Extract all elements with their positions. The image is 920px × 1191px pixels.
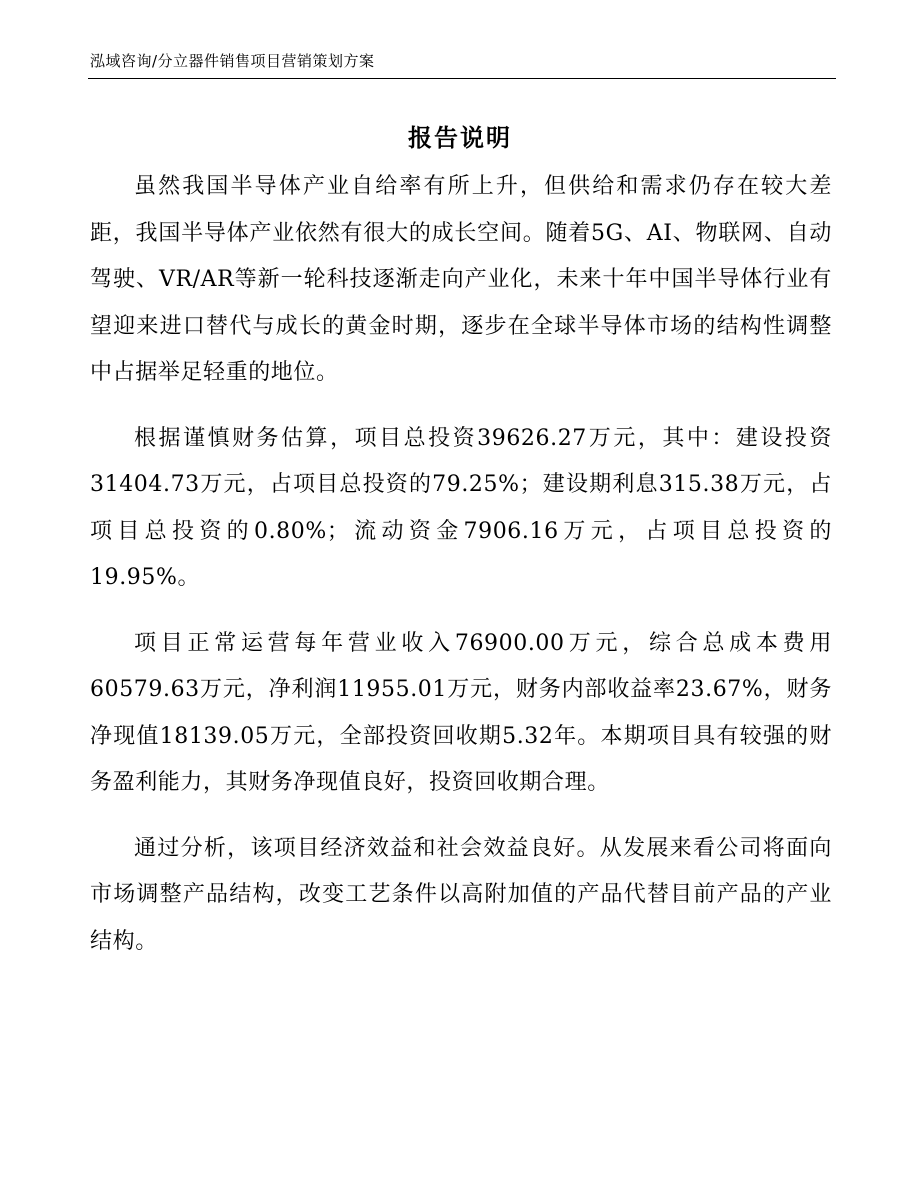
paragraph-conclusion: 通过分析，该项目经济效益和社会效益良好。从发展来看公司将面向市场调整产品结构，改变工艺条件以高附加值的产品代替目前产品的产业结构。	[90, 835, 832, 954]
running-header: 泓域咨询/分立器件销售项目营销策划方案	[90, 52, 375, 70]
paragraph-investment-estimate: 根据谨慎财务估算，项目总投资39626.27万元，其中：建设投资31404.73万元，占项目总投资的79.25%；建设期利息315.38万元，占项目总投资的0.80%；流动资金7906.16万元，占项目总投资的19.95%。	[90, 425, 832, 590]
document-title: 报告说明	[408, 124, 512, 152]
header-divider	[88, 78, 836, 79]
document-body	[90, 164, 832, 984]
paragraph-industry-background: 虽然我国半导体产业自给率有所上升，但供给和需求仍存在较大差距，我国半导体产业依然有很大的成长空间。随着5G、AI、物联网、自动驾驶、VR/AR等新一轮科技逐渐走向产业化，未来十年中国半导体行业有望迎来进口替代与成长的黄金时期，逐步在全球半导体市场的结构性调整中占据举足轻重的地位。	[90, 174, 832, 385]
paragraph-financial-returns: 项目正常运营每年营业收入76900.00万元，综合总成本费用60579.63万元，净利润11955.01万元，财务内部收益率23.67%，财务净现值18139.05万元，全部投资回收期5.32年。本期项目具有较强的财务盈利能力，其财务净现值良好，投资回收期合理。	[90, 630, 832, 795]
